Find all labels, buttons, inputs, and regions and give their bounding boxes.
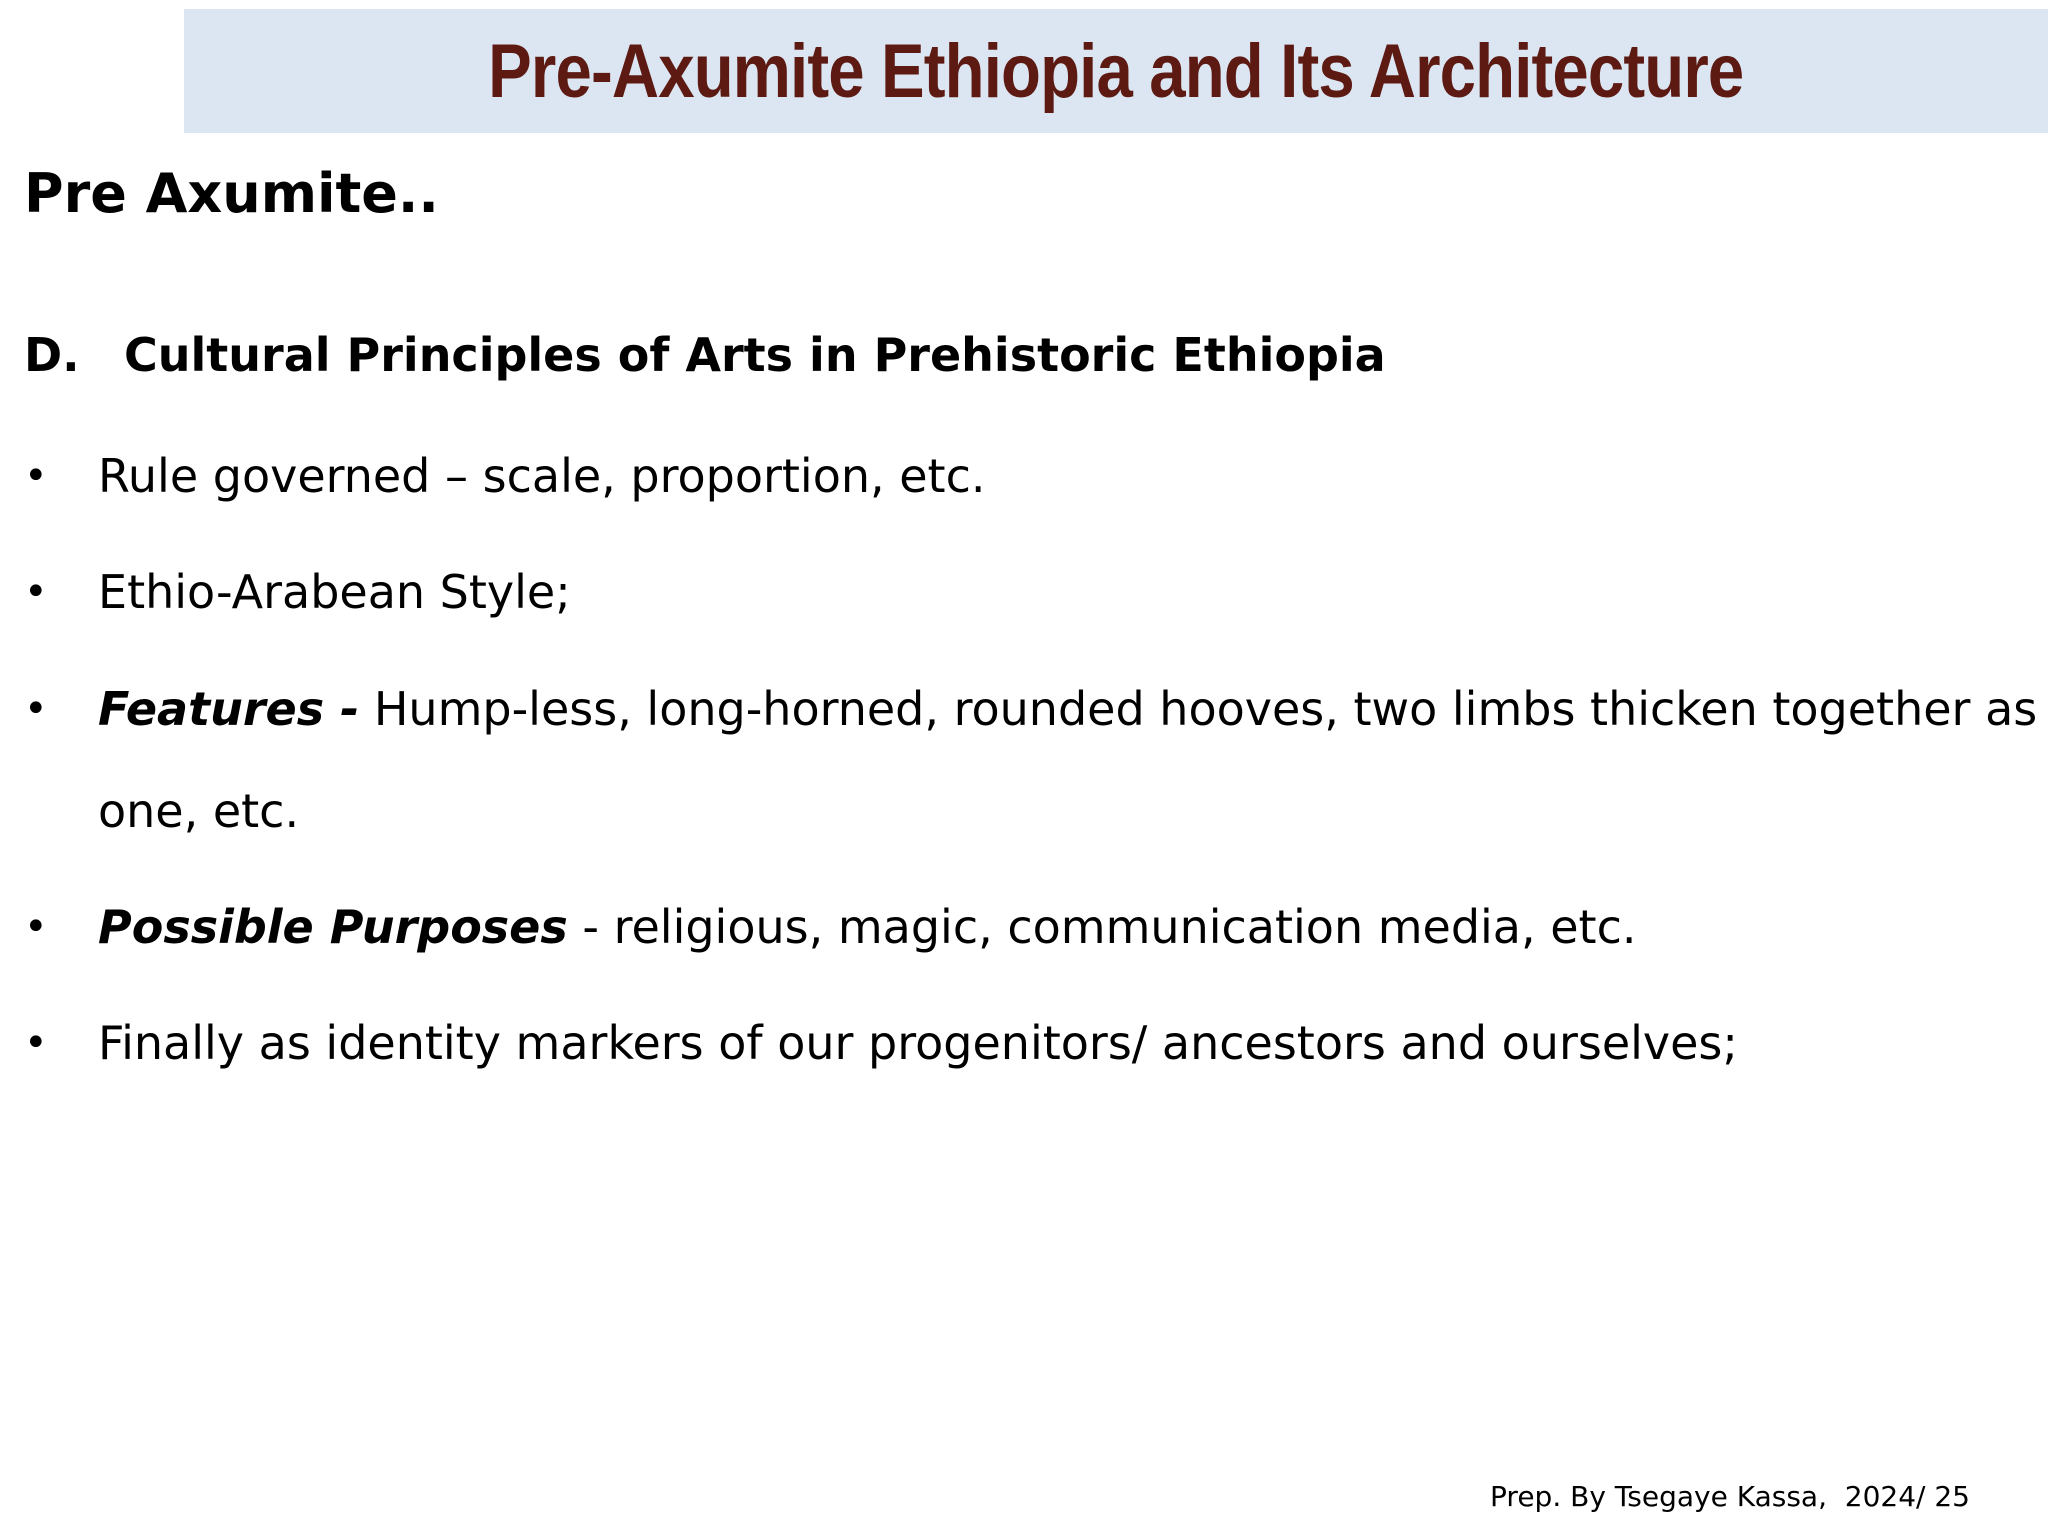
slide-footer: Prep. By Tsegaye Kassa, 2024/ 25 [1490,1480,1970,1513]
title-band [184,9,2048,133]
bullet-text [98,876,2038,978]
bullet-body: Ethio-Arabean Style; [98,565,571,619]
bullet-text [98,541,2038,643]
section-heading [24,328,1386,382]
bullet-text [98,992,2038,1094]
bullet-body: - religious, magic, communication media, etc. [567,900,1637,954]
section-marker: D. [24,328,80,382]
bullet-body: Finally as identity markers of our progenitors/ ancestors and ourselves; [98,1016,1738,1070]
bullet-text [98,658,2038,862]
bullet-icon: • [24,904,48,950]
section-heading-text: Cultural Principles of Arts in Prehistoric Ethiopia [124,328,1386,382]
bullet-icon: • [24,686,48,732]
bullet-lead: Possible Purposes [98,900,568,954]
bullet-text [98,425,2038,527]
bullet-icon: • [24,453,48,499]
bullet-lead: Features - [98,682,360,736]
bullet-body: Rule governed – scale, proportion, etc. [98,449,986,503]
bullet-icon: • [24,569,48,615]
slide-title: Pre-Axumite Ethiopia and Its Architecture [488,28,1744,114]
slide-subtitle: Pre Axumite.. [24,162,439,225]
bullet-body: Hump-less, long-horned, rounded hooves, two limbs thicken together as one, etc. [98,682,2038,838]
bullet-icon: • [24,1020,48,1066]
